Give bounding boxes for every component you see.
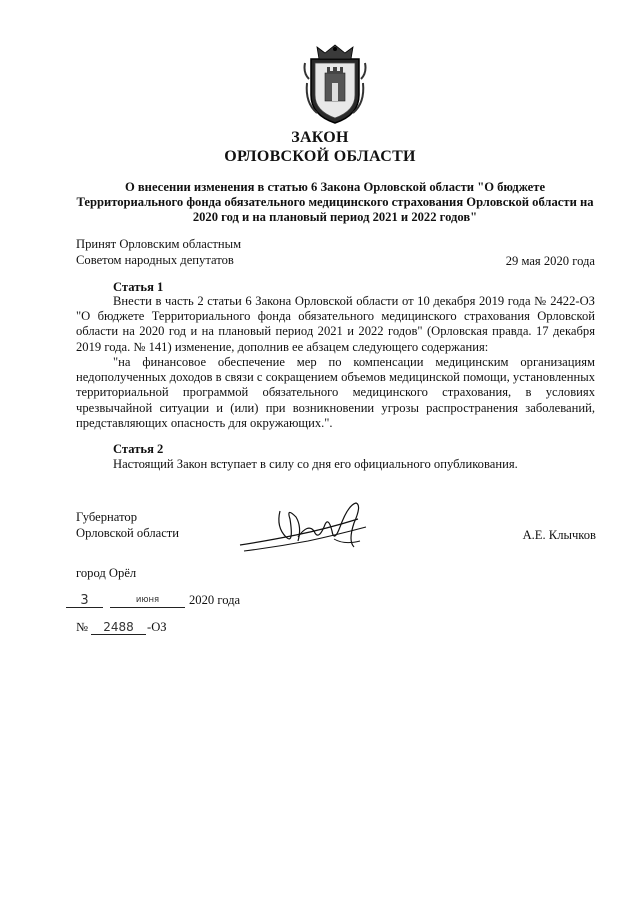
article-1-heading: Статья 1 [113,280,164,294]
article-1-paragraph-1: Внести в часть 2 статьи 6 Закона Орловской области от 10 декабря 2019 года № 2422-ОЗ "О бюджете Территориального фонда обязательного медицинского страхования Орловской области на 2020 год и на плановый период 2021 и 2022 годов" (Орловская правда. 17 декабря 2019 года. № 141) изменение, дополнив ее абзацем следующего содержания: [76,294,595,354]
signing-month: июня [110,593,185,608]
law-number-value: 2488 [91,620,146,635]
article-2-heading: Статья 2 [113,442,164,456]
signatory-position-line-1: Губернатор [76,510,137,524]
place-of-signing: город Орёл [76,566,137,580]
signatory-name: А.Е. Клычков [522,528,596,542]
adoption-body [76,236,241,268]
signing-date [66,593,266,611]
law-number [76,620,216,638]
law-region-title: ОРЛОВСКОЙ ОБЛАСТИ [224,148,416,165]
signatory-position-line-2: Орловской области [76,526,180,540]
adoption-line-1: Принят Орловским областным [76,237,242,251]
handwritten-signature [236,497,374,559]
adoption-line-2: Советом народных депутатов [76,253,234,267]
law-subject: О внесении изменения в статью 6 Закона Орловской области "О бюджете Территориального фонда обязательного медицинского страхования Орловской области на 2020 год и на плановый период 2021 и 2022 годов" [76,180,594,224]
coat-of-arms-emblem [303,43,367,125]
law-number-suffix: -ОЗ [147,620,167,634]
signing-year: 2020 года [189,593,241,607]
article-1-paragraph-2: "на финансовое обеспечение мер по компенсации медицинским организациям недополученных доходов в связи с сокращением объемов медицинской помощи, установленных территориальной программой обязательного медицинского страхования, в условиях чрезвычайной ситуации и (или) при возникновении угрозы распространения заболеваний, представляющих опасность для окружающих.". [76,355,595,430]
signing-day: 3 [66,593,103,608]
law-title: ЗАКОН [291,129,349,146]
signatory-position [76,509,179,541]
law-number-prefix: № [76,620,89,634]
adoption-date: 29 мая 2020 года [505,254,595,268]
article-2-paragraph-1: Настоящий Закон вступает в силу со дня его официального опубликования. [113,457,518,471]
